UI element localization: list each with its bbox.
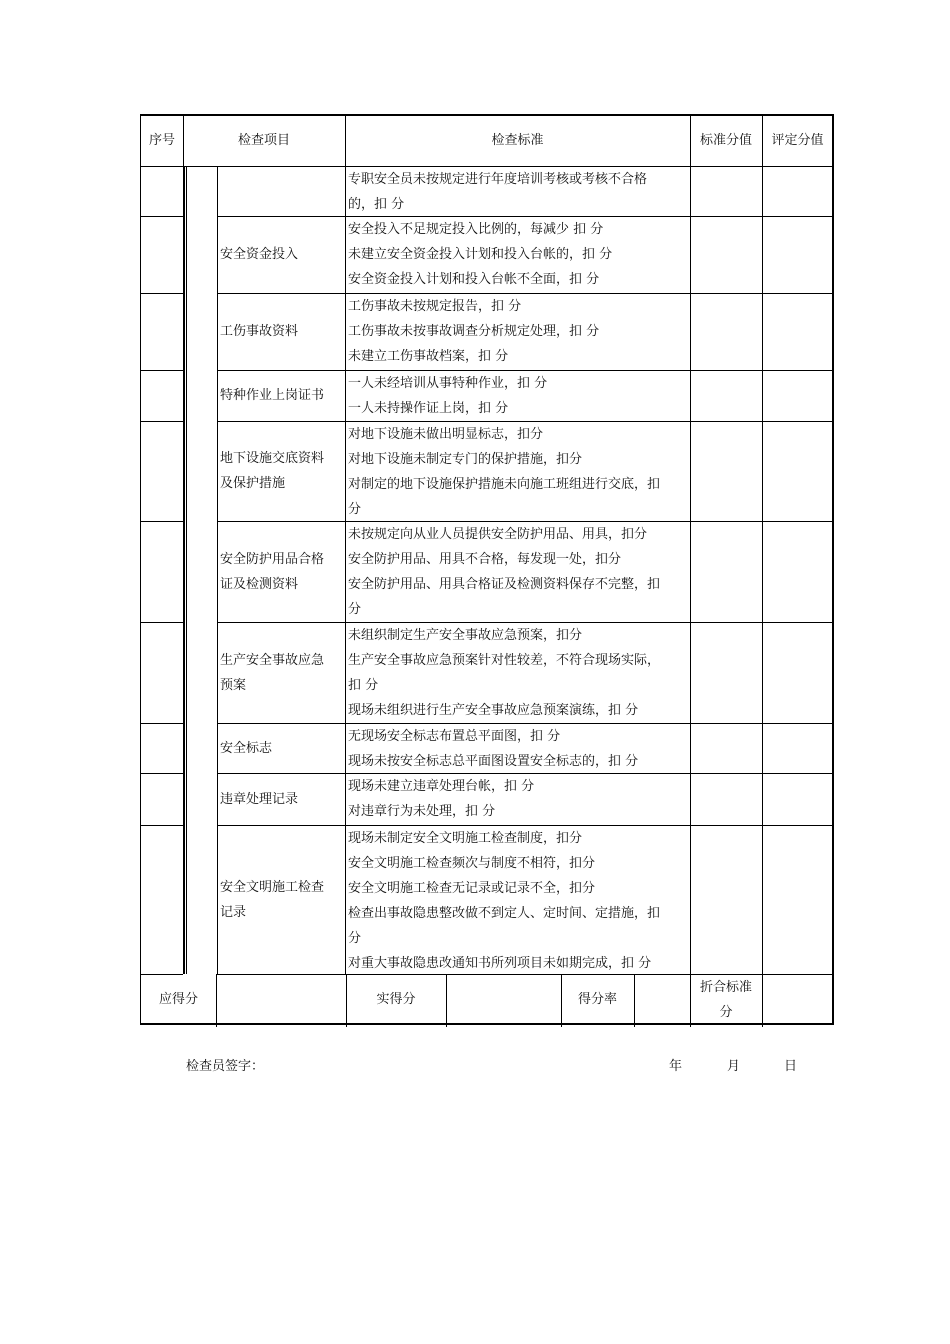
standard-line: 现场未组织进行生产安全事故应急预案演练，扣 分 [348, 703, 639, 718]
row-standard [348, 623, 689, 723]
standard-line: 安全防护用品、用具合格证及检测资料保存不完整，扣 [348, 577, 661, 592]
table-vertical-rule [446, 974, 447, 1027]
table-vertical-rule [216, 974, 217, 1027]
standard-line: 对重大事故隐患改通知书所列项目未如期完成，扣 分 [348, 956, 652, 971]
date-year-label: 年 [669, 1059, 683, 1074]
row-standard [348, 294, 689, 370]
standard-line: 工伤事故未按规定报告，扣 分 [348, 299, 522, 314]
date-month-label: 月 [727, 1059, 741, 1074]
row-standard [348, 167, 689, 216]
table-vertical-rule [634, 974, 635, 1027]
row-item-line: 安全文明施工检查 [220, 879, 325, 895]
row-item [220, 825, 344, 974]
standard-line: 工伤事故未按事故调查分析规定处理，扣 分 [348, 324, 600, 339]
row-item [220, 773, 344, 825]
table-vertical-rule [345, 116, 346, 974]
table-vertical-rule [762, 116, 763, 1027]
standard-line: 未按规定向从业人员提供安全防护用品、用具，扣分 [348, 527, 648, 542]
table-horizontal-rule [141, 773, 183, 774]
row-item-label: 安全资金投入 [220, 247, 299, 262]
row-item-line: 预案 [220, 677, 247, 693]
standard-line: 未组织制定生产安全事故应急预案，扣分 [348, 628, 583, 643]
standard-line: 现场未制定安全文明施工检查制度，扣分 [348, 831, 583, 846]
header-seq: 序号 [148, 133, 175, 148]
standard-line: 安全投入不足规定投入比例的，每减少 扣 分 [348, 222, 604, 237]
standard-line: 未建立安全资金投入计划和投入台帐的，扣 分 [348, 247, 613, 262]
standard-line: 扣 分 [348, 678, 379, 693]
standard-line: 生产安全事故应急预案针对性较差，不符合现场实际， [348, 653, 661, 668]
standard-line: 安全防护用品、用具不合格，每发现一处，扣分 [348, 552, 622, 567]
row-item-label: 工伤事故资料 [220, 324, 299, 339]
standard-line: 现场未按安全标志总平面图设置安全标志的，扣 分 [348, 754, 639, 769]
row-item [220, 723, 344, 773]
standard-line: 安全资金投入计划和投入台帐不全面，扣 分 [348, 272, 600, 287]
date-day-label: 日 [784, 1059, 798, 1074]
table-vertical-rule [346, 974, 347, 1027]
row-item-label: 特种作业上岗证书 [220, 388, 325, 403]
row-item-line: 证及检测资料 [220, 576, 299, 592]
footer-score-rate-value [634, 974, 690, 1025]
standard-line: 对违章行为未处理，扣 分 [348, 804, 496, 819]
table-vertical-rule [184, 166, 185, 974]
row-item-line: 安全防护用品合格 [220, 551, 325, 567]
standard-line: 专职安全员未按规定进行年度培训考核或考核不合格 [348, 172, 648, 187]
footer-should-score: 应得分 [158, 992, 198, 1007]
row-standard [348, 371, 689, 421]
inspection-table [140, 114, 834, 1025]
standard-line: 现场未建立违章处理台帐，扣 分 [348, 779, 535, 794]
header-item: 检查项目 [237, 133, 290, 148]
row-item-line: 记录 [220, 904, 247, 920]
row-standard [348, 422, 689, 521]
standard-line: 分 [348, 502, 362, 517]
standard-line: 的，扣 分 [348, 197, 405, 212]
row-item [220, 293, 344, 370]
row-item-label: 违章处理记录 [220, 791, 299, 807]
standard-line: 对地下设施未制定专门的保护措施，扣分 [348, 452, 583, 467]
standard-line: 安全文明施工检查频次与制度不相符，扣分 [348, 856, 596, 871]
standard-line: 未建立工伤事故档案，扣 分 [348, 349, 509, 364]
row-standard [348, 774, 689, 825]
row-item [220, 421, 344, 521]
standard-line: 一人未持操作证上岗，扣 分 [348, 401, 509, 416]
converted-score-line: 折合标准 [699, 980, 752, 995]
footer-actual-score-value [446, 974, 561, 1025]
row-item-line: 及保护措施 [220, 476, 286, 491]
row-item [220, 622, 344, 723]
row-item-line: 生产安全事故应急 [220, 652, 325, 668]
header-standard: 检查标准 [491, 133, 544, 148]
row-item-label: 安全标志 [220, 740, 273, 756]
standard-line: 对制定的地下设施保护措施未向施工班组进行交底，扣 [348, 477, 661, 492]
inspector-signature-label: 检查员签字： [186, 1059, 265, 1074]
footer-converted-score [690, 975, 762, 1026]
table-horizontal-rule [141, 825, 183, 826]
row-standard [348, 522, 689, 622]
table-horizontal-rule [141, 293, 183, 294]
header-std-score: 标准分值 [699, 133, 752, 148]
table-horizontal-rule [141, 370, 183, 371]
table-horizontal-rule [141, 723, 183, 724]
table-vertical-rule [561, 974, 562, 1027]
header-eval-score: 评定分值 [771, 133, 824, 148]
standard-line: 分 [348, 602, 362, 617]
table-horizontal-rule [141, 216, 183, 217]
table-vertical-rule [217, 166, 218, 974]
row-item-line: 地下设施交底资料 [220, 451, 325, 466]
standard-line: 对地下设施未做出明显标志，扣分 [348, 427, 544, 442]
table-vertical-rule [186, 166, 187, 974]
table-horizontal-rule [141, 421, 183, 422]
footer-should-score-value [216, 974, 346, 1025]
row-item [220, 521, 344, 622]
table-horizontal-rule [141, 521, 183, 522]
converted-score-line: 分 [719, 1005, 733, 1020]
standard-line: 分 [348, 931, 362, 946]
standard-line: 一人未经培训从事特种作业，扣 分 [348, 376, 548, 391]
table-vertical-rule [690, 116, 691, 1027]
footer-score-rate: 得分率 [577, 992, 617, 1007]
row-item [220, 216, 344, 293]
row-item [220, 370, 344, 421]
row-standard [348, 217, 689, 293]
table-horizontal-rule [141, 622, 183, 623]
standard-line: 安全文明施工检查无记录或记录不全，扣分 [348, 881, 596, 896]
standard-line: 无现场安全标志布置总平面图，扣 分 [348, 729, 561, 744]
row-item [220, 166, 344, 216]
footer-actual-score: 实得分 [376, 992, 416, 1007]
standard-line: 检查出事故隐患整改做不到定人、定时间、定措施，扣 [348, 906, 661, 921]
row-standard [348, 724, 689, 773]
row-standard [348, 826, 689, 974]
